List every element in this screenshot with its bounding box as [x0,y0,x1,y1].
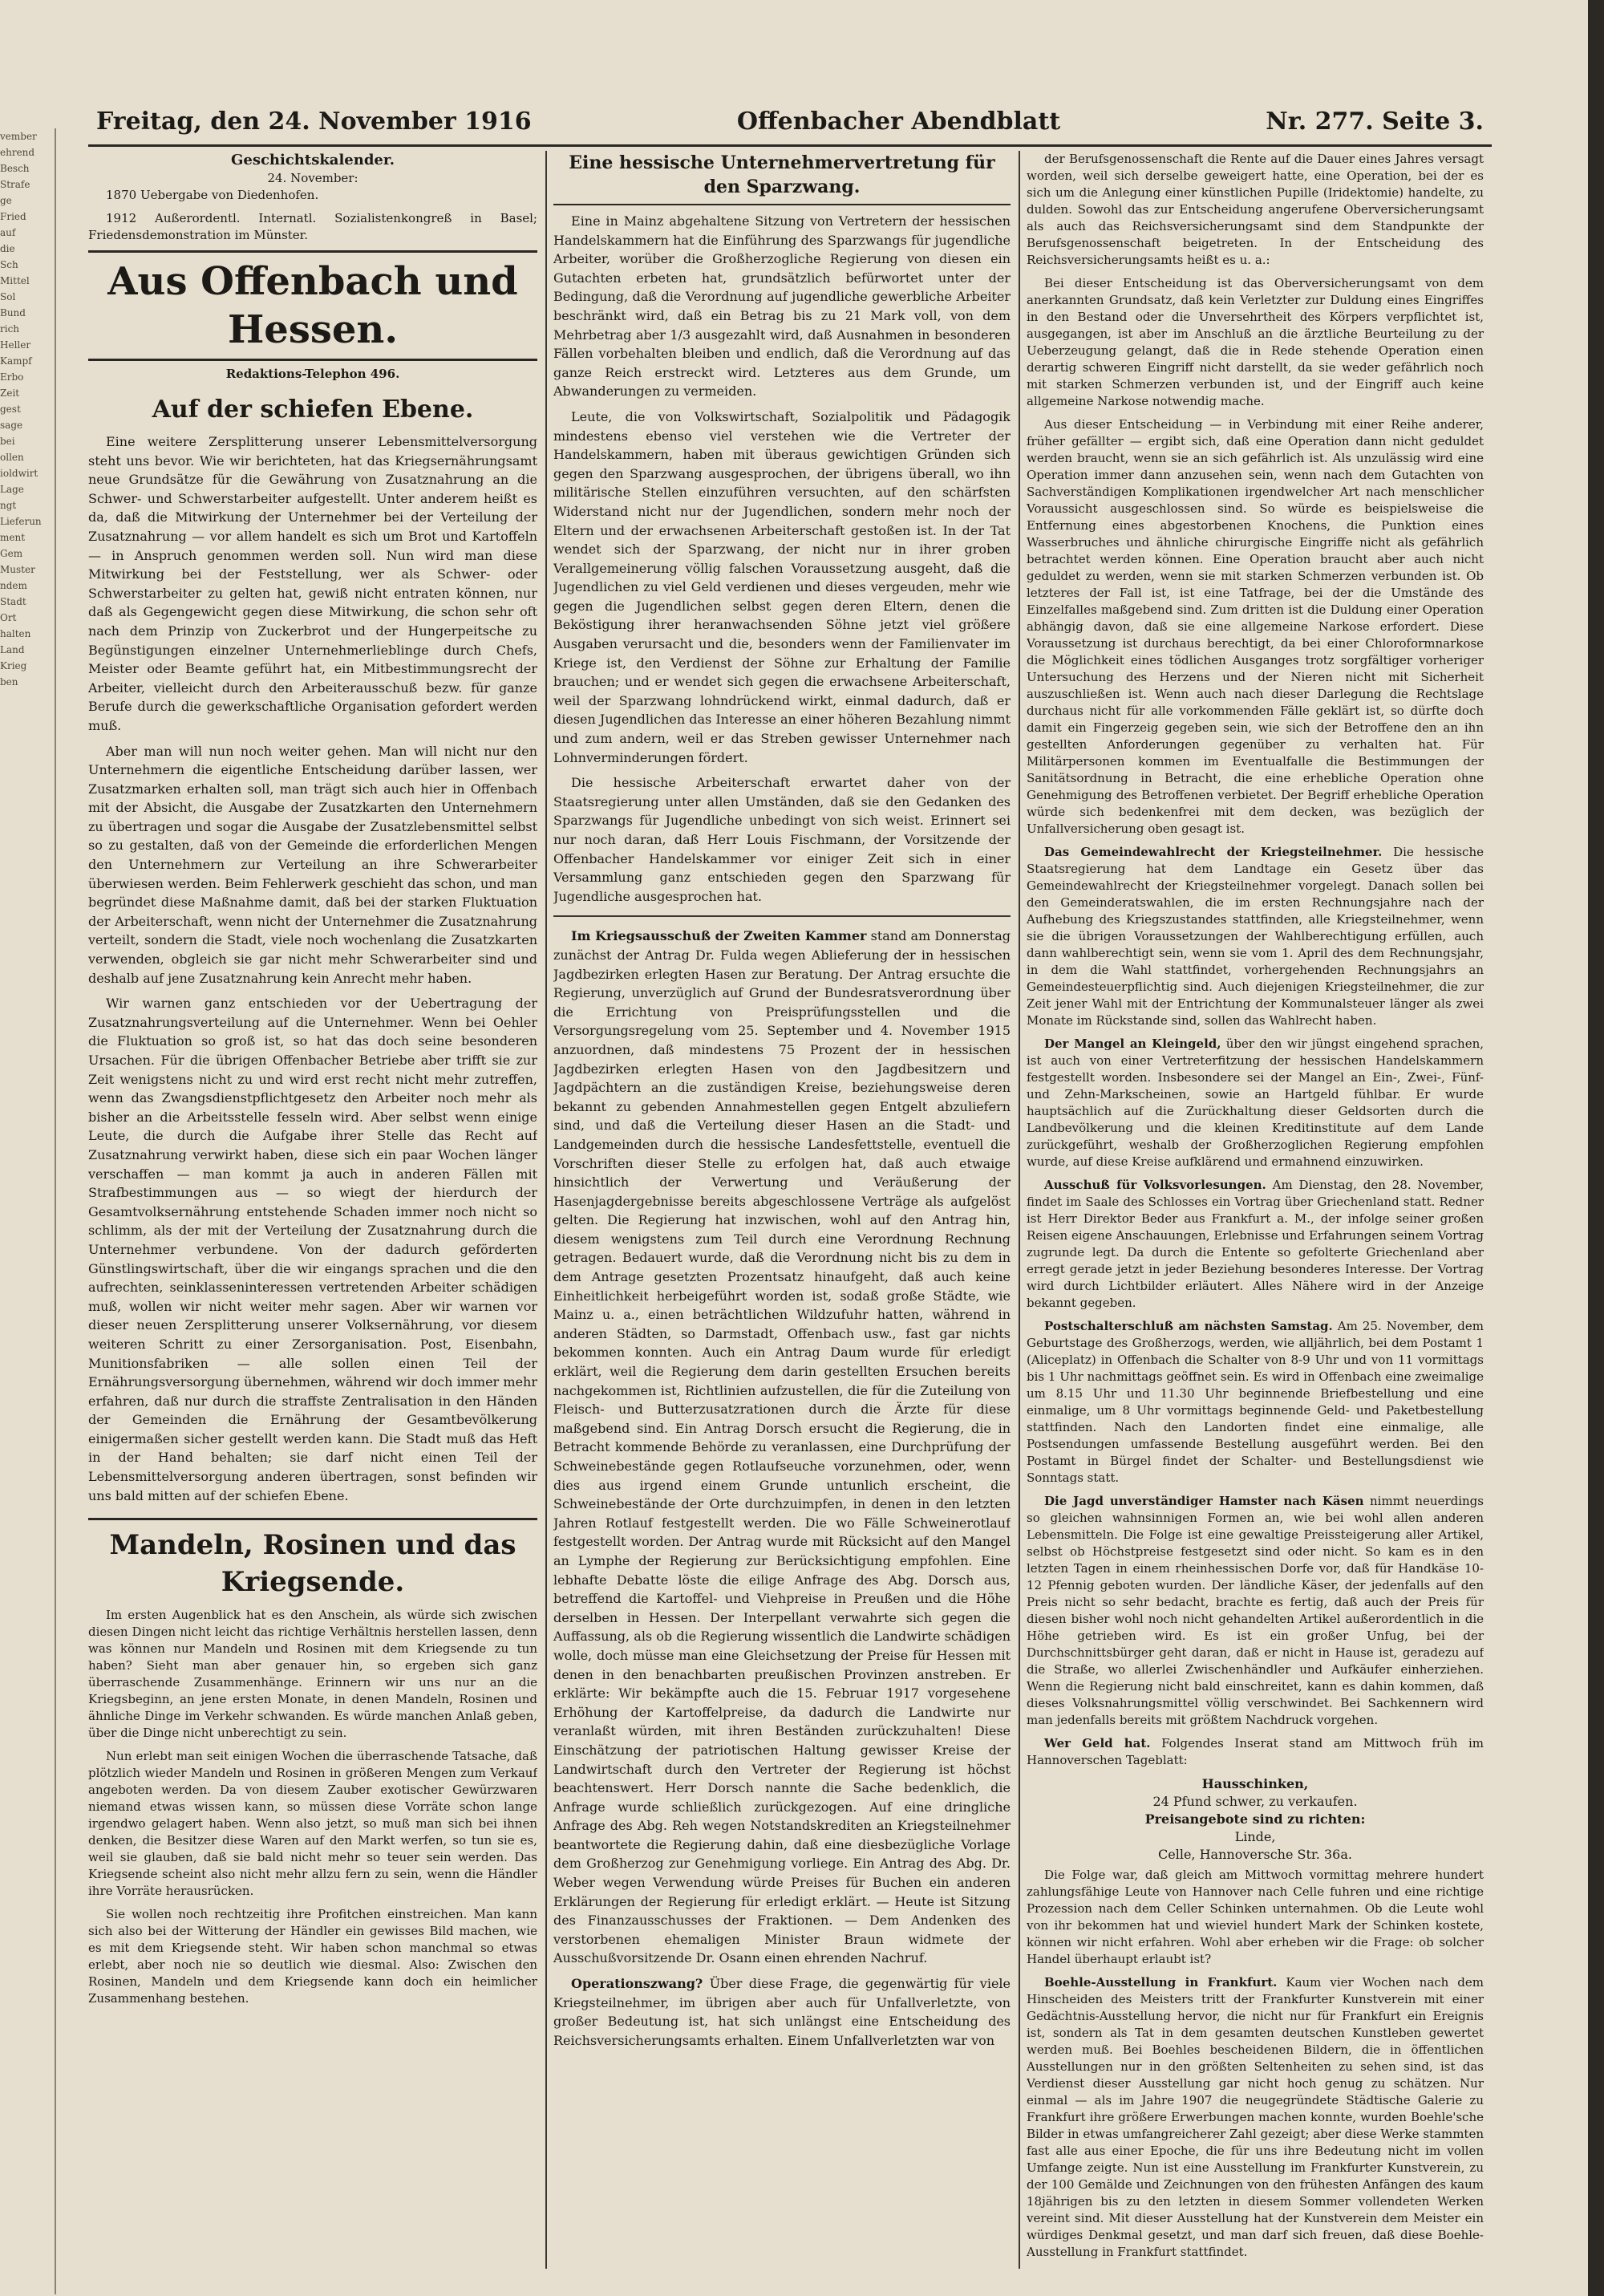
article-title: Auf der schiefen Ebene. [152,396,474,424]
header-issue: Nr. 277. Seite 3. [1266,107,1484,136]
redaktion-telephone: Redaktions-Telephon 496. [225,367,400,381]
article-paragraph: Aus dieser Entscheidung — in Verbindung mit einer Reihe anderer, früher gefällter — ergibt sich, daß eine Operation dann nicht geduldet werden braucht, wenn sie an sich gefährlich ist. Als unzulässig wird eine Operation immer dann anzusehen sein, wenn nach dem Gutachten von Sachverständigen Komplikationen irgendwelcher Art nach menschlicher Voraussicht ausgeschlossen sind. So würde es beispielsweise die Entfernung eines abgestorbenen Knochens, die Punktion eines Wasserbruches und ähnliche chirurgische Eingriffe nicht als gefährlich betrachtet werden können. Eine Operation braucht aber auch nicht geduldet zu werden, wenn sie mit starken Schmerzen verbunden ist. Ob letzteres der Fall ist, ist eine Tatfrage, bei der die Umstände des Einzelfalles maßgebend sind. Zum dritten ist die Duldung einer Operation abhängig davon, daß sie eine allgemeine Narkose erfordert. Diese Voraussetzung ist durchaus berechtigt, da bei einer Chloroformnarkose die Möglichkeit eines tödlichen Ausganges trotz sorgfältiger vorheriger Untersuchung des Herzens und der Nieren nicht mit Sicherheit auszuschließen ist. Wenn auch nach dieser Darlegung die Rechtslage durchaus nicht für alle vorkommenden Fälle geklärt ist, so dürfte doch damit ein Fingerzeig gegeben sein, wie sich der Betroffene den an ihn gestellten Anforderungen gegenüber zu verhalten hat. Für Militärpersonen kommen im Eventualfalle die Bestimmungen der Sanitätsordnung in Betracht, die eine erhebliche Operation ohne Genehmigung des Betroffenen verbietet. Der Begriff erhebliche Operation würde sich bedenkenfrei mit dem decken, was bezüglich der Unfallversicherung oben gesagt ist. [1027,417,1484,836]
fragment-word: Heller [0,339,31,351]
fragment-word: ehrend [0,147,35,158]
fragment-word: ge [0,195,12,206]
article-lead: Ausschuß für Volksvorlesungen. [1044,1178,1266,1192]
article-paragraph: über den wir jüngst eingehend sprachen, ist auch von einer Vertreterfitzung der hessischen Handelskammern festgestellt worden. Insbesondere sei der Mangel an Ein-, Zwei-, Fünf- und Zehn-Markscheinen, sowie an Hartgeld fühlbar. Er wurde hauptsächlich auf die Zurückhaltung dieser Geldsorten durch die Landbevölkerung und die kleinen Kreditinstitute auf dem Lande zurückgeführt, weshalb der Großherzoglichen Regierung empfohlen wurde, auf diese Kreise aufklärend und ermahnend einzuwirken. [1027,1036,1484,1169]
article-paragraph: Die Folge war, daß gleich am Mittwoch vormittag mehrere hundert zahlungsfähige Leute von Hannover nach Celle fuhren und eine richtige Prozession nach dem Celler Schinken unternahmen. Ob die Leute wohl von ihr bekommen hat und wieviel hundert Mark der Schinken kostete, können wir nicht erfahren. Wohl aber erheben wir die Frage: ob solcher Handel überhaupt erlaubt ist? [1027,1868,1484,1966]
fragment-word: Erbo [0,371,24,383]
fragment-word: Gem [0,548,23,559]
fragment-word: Stadt [0,596,26,607]
article-paragraph: Am Dienstag, den 28. November, findet im Saale des Schlosses ein Vortrag über Griechenland statt. Redner ist Herr Direktor Beder aus Frankfurt a. M., der infolge seiner großen Reisen eigene Anschauungen, Erlebnisse und Erfahrungen seinem Vortrag zugrunde legt. Da durch die Entente so gefolterte Griechenland aber erregt gerade jetzt in jeder Beziehung besonderes Interesse. Der Vortrag wird durch Lichtbilder erläutert. Alles Nähere wird in der Anzeige bekannt gegeben. [1027,1178,1484,1310]
article-divider [553,915,1011,917]
column-2 [553,151,1011,2269]
fragment-word: gest [0,404,21,415]
article-paragraph: stand am Donnerstag zunächst der Antrag Dr. Fulda wegen Ablieferung der in hessischen Jagdbezirken erlegten Hasen zur Beratung. Der Antrag ersuchte die Regierung, unverzüglich auf Grund der Bundesratsverordnung über die Errichtung von Preisprüfungsstellen und die Versorgungsregelung vom 25. September und 4. November 1915 anzuordnen, daß mindestens 75 Prozent der in hessischen Jagdbezirken erlegten Hasen von den Jagdbesitzern und Jagdpächtern an die zuständigen Kreise, beziehungsweise deren bekannt zu gebenden Annahmestellen gegen Entgelt abzuliefern sind, und daß die Verteilung dieser Hasen an die Stadt- und Landgemeinden durch die hessische Landesfettstelle, eventuell die Vorschriften dieser Stelle zu erfolgen hat, daß auch etwaige hinsichtlich der Verwertung und Veräußerung der Hasenjagdergebnisse bereits abgeschlossene Verträge als aufgelöst gelten. Die Regierung hat inzwischen, wohl auf den Antrag hin, diesem wenigstens zum Teil durch eine Verordnung Rechnung getragen. Bedauert wurde, daß die Verordnung nicht bis zu dem in dem Antrage gesetzten Prozentsatz hinaufgeht, daß auch keine Einheitlichkeit herbeigeführt worden ist, sodaß große Städte, wie Mainz u. a., einen beträchtlichen Wildzufuhr hatten, während in anderen Städten, so Darmstadt, Offenbach usw., fast gar nichts bekommen konnten. Auch ein Antrag Daum wurde für erledigt erklärt, weil die Regierung dem darin gestellten Ersuchen bereits nachgekommen ist, Richtlinien aufzustellen, die für die Zuteilung von Fleisch- und Butterzusatzrationen durch die Ärzte für diese maßgebend sind. Ein Antrag Dorsch ersucht die Regierung, die in Betracht kommende Behörde zu veranlassen, eine Durchprüfung der Schweinebestände gegen Rotlaufseuche vorzunehmen, oder, wenn dies aus irgend einem Grunde untunlich erscheint, die Schweinebestände der Orte durchzuimpfen, in denen in den letzten Jahren Rotlauf festgestellt werden. Die wo Fälle Schweinerotlauf festgestellt worden. Der Antrag wurde mit Rücksicht auf den Mangel an Lymphe der Regierung zur Berücksichtigung empfohlen. Eine lebhafte Debatte löste die eilige Anfrage des Abg. Dorsch aus, betreffend die Kartoffel- und Viehpreise in Preußen und die Höhe derselben in Hessen. Der Interpellant verwahrte sich gegen die Auffassung, als ob die Regierung wissentlich die Landwirte schädigen wolle, doch müsse man eine Gleichsetzung der Preise für Hessen mit denen in den benachbarten preußischen Provinzen anstreben. Er erklärte: Wir bekämpfte auch die 15. Februar 1917 vorgesehene Erhöhung der Kartoffelpreise, da dadurch die Landwirte nur veranlaßt würden, mit ihren Beständen zurückzuhalten! Diese Einschätzung der patriotischen Haltung gewisser Kreise der Landwirtschaft durch den Vertreter der Regierung ist höchst beachtenswert. Herr Dorsch nannte die Sache bedenklich, die Anfrage wurde schließlich zurückgezogen. Auf eine dringliche Anfrage des Abg. Reh wegen Notstandskrediten an Kriegsteilnehmer beantwortete die Regierung dahin, daß eine diesbezügliche Vorlage dem Großherzog zur Genehmigung vorliege. Ein Antrag des Abg. Dr. Weber wegen Verwendung würde Preises für Buchen ein anderen Erklärungen der Regierung für erledigt erklärt. — Heute ist Sitzung des Finanzausschusses der Fraktionen. — Dem Andenken des verstorbenen ehemaligen Minister Braun widmete der Ausschußvorsitzende Dr. Osann einen ehrenden Nachruf. [553,928,1011,1966]
fragment-word: Lage [0,484,24,495]
article-paragraph: nimmt neuerdings so gleichen wahnsinnigen Formen an, wie bei wohl allen anderen Lebensmitteln. Die Folge ist eine gewaltige Preissteigerung aller Artikel, selbst ob Höchstpreise festgesetzt sind oder nicht. So kam es in den letzten Tagen in einem rheinhessischen Dorfe vor, daß für Handkäse 10-12 Pfennig geboten wurden. Der ländliche Käser, der jedenfalls auf den Preis nicht so sehr bedacht, brachte es fertig, daß auch der Preis für diesen bisher wohl noch nicht gehandelten Artikel außerordentlich in die Höhe getrieben wird. Es ist ein großer Unfug, bei der Durchschnittsbürger geht daran, daß er nicht in Hause ist, geradezu auf die Straße, wo allerlei Zwischenhändler und Aufkäufer einherziehen. Wenn die Regierung nicht bald einschreitet, kann es dahin kommen, daß dieses Volksnahrungsmittel völlig verschwindet. Bei Sachkennern wird man jedenfalls bereits mit größtem Nachdruck vorgehen. [1027,1494,1484,1727]
fragment-word: Muster [0,564,35,575]
article-lead: Die Jagd unverständiger Hamster nach Käsen [1044,1494,1364,1508]
fragment-word: sage [0,420,23,431]
kalender-entry: 1912 Außerordentl. Internatl. Sozialistenkongreß in Basel; Friedensdemonstration im Münster. [88,211,537,242]
article-paragraph: Leute, die von Volkswirtschaft, Sozialpolitik und Pädagogik mindestens ebenso viel verstehen wie die Vertreter der Handelskammern, haben mit überaus gewichtigen Gründen sich gegen den Sparzwang ausgesprochen, der übrigens überall, wo ihn militärische Stellen einzuführen versuchten, auf den schärfsten Widerstand nicht nur der Jugendlichen, sondern mehr noch der Eltern und der erwachsenen Arbeiterschaft gestoßen ist. In der Tat wendet sich der Sparzwang, der nicht nur in ihrer groben Verallgemeinerung völlig falschen Voraussetzung ausgeht, daß die Jugendlichen zu viel Geld verdienen und dieses vergeuden, mehr wie gegen die Jugendlichen selbst gegen deren Eltern, denen die Beköstigung ihrer heranwachsenden Söhne jetzt viel größere Ausgaben verursacht und die, besonders wenn der Familienvater im Kriege ist, den Verdienst der Söhne zur Erhaltung der Familie brauchen; und er wendet sich gegen die erwachsene Arbeiterschaft, weil der Sparzwang lohndrückend wirkt, einmal dadurch, daß er diesen Jugendlichen das Interesse an einer höheren Bezahlung nimmt und zum andern, weil er das Streben gewisser Unternehmer nach Lohnverminderungen fördert. [553,408,1011,765]
article-paragraph: Eine weitere Zersplitterung unserer Lebensmittelversorgung steht uns bevor. Wie wir berichteten, hat das Kriegsernährungsamt neue Grundsätze für die Gewährung von Zusatznahrung an die Schwer- und Schwerstarbeiter aufgestellt. Unter anderem heißt es da, daß die Mitwirkung der Unternehmer bei der Verteilung der Zusatznahrung — vor allem handelt es sich um Brot und Kartoffeln — in Anspruch genommen werden soll. Nun wird man diese Mitwirkung bei der Feststellung, wer als Schwer- oder Schwerstarbeiter zu gelten hat, gewiß nicht entraten können, nur daß als Gegengewicht gegen diese Mitwirkung, die schon sehr oft nach dem Prinzip von Zuckerbrot und der Hungerpeitsche zu Begünstigungen einzelner Unternehmerlieblinge durch Chefs, Meister oder Beamte geführt hat, ein Mitbestimmungsrecht der Arbeiter, vielleicht durch den Arbeiterausschuß bezw. für ganze Berufe durch die gewerkschaftliche Organisation gefordert werden muß. [88,434,537,733]
ad-line: Linde, [1234,1829,1276,1844]
advertisement-quote [1027,1775,1484,1864]
article-lead: Das Gemeindewahlrecht der Kriegsteilnehmer. [1044,845,1383,859]
fragment-word: Ort [0,612,17,623]
header-rule [88,144,1492,147]
ad-line: Preisangebote sind zu richten: [1144,1811,1366,1827]
fragment-word: auf [0,227,16,238]
fragment-word: ben [0,676,18,688]
article-paragraph: Am 25. November, dem Geburtstage des Großherzogs, werden, wie alljährlich, bei dem Postamt 1 (Aliceplatz) in Offenbach die Schalter von 8-9 Uhr und von 11 vormittags bis 1 Uhr nachmittags geöffnet sein. Es wird in Offenbach eine zweimalige um 8.15 Uhr und 11.30 Uhr beginnende Briefbestellung und eine einmalige, um 8 Uhr vormittags beginnende Geld- und Paketbestellung stattfinden. Nach den Landorten findet eine einmalige, alle Postsendungen umfassende Bestellung ausgeführt werden. Bei den Postamt in Bürgel findet der Schalter- und Bestellungsdienst wie Sonntags statt. [1027,1319,1484,1485]
article-paragraph: Eine in Mainz abgehaltene Sitzung von Vertretern der hessischen Handelskammern hat die Einführung des Sparzwangs für jugendliche Arbeiter, worüber die Großherzogliche Regierung von diesen ein Gutachten erbeten hat, grundsätzlich befürwortet unter der Bedingung, daß die Verordnung auf jugendliche gewerbliche Arbeiter beschränkt wird, daß ein Betrag bis zu 21 Mark voll, von dem Mehrbetrag aber 1/3 ausgezahlt wird, daß Ausnahmen in besonderen Fällen vorbehalten bleiben und endlich, daß die Verordnung auf das ganze Reich erstreckt wird. Letzteres aus dem Grunde, um Abwanderungen zu vermeiden. [553,213,1011,400]
article-paragraph: Aber man will nun noch weiter gehen. Man will nicht nur den Unternehmern die eigentliche Entscheidung darüber lassen, wer Zusatzmarken erhalten soll, man trägt sich auch hier in Offenbach mit der Absicht, die Ausgabe der Zusatzkarten den Unternehmern zu übertragen und sogar die Ausgabe der Zusatzlebensmittel selbst so zu gestalten, daß von der Gemeinde die erforderlichen Mengen den Unternehmern zur Verteilung an ihre Schwerarbeiter überwiesen werden. Beim Fehlerwerk geschieht das schon, und man begründet diese Maßnahme damit, daß bei der starken Fluktuation der Arbeiterschaft, wenn nicht der Unternehmer die Zusatznahrung verteilt, sondern die Stadt, viele noch wochenlang die Zusatzkarten verwenden, obgleich sie gar nicht mehr Schwerarbeiter sind und deshalb auf jene Zusatznahrung kein Anrecht mehr haben. [88,743,537,986]
article-paragraph: Kaum vier Wochen nach dem Hinscheiden des Meisters tritt der Frankfurter Kunstverein mit einer Gedächtnis-Ausstellung hervor, die nicht nur für Frankfurt ein Ereignis ist, sondern als Tat in dem gesamten deutschen Kunstleben gewertet werden muß. Bei Boehles bescheidenen Bildern, die in öffentlichen Ausstellungen nur in den größten Seltenheiten zu sehen sind, ist das Verdienst dieser Ausstellung gar nicht hoch genug zu schätzen. Nur einmal — als im Jahre 1907 die neugegründete Städtische Galerie zu Frankfurt ihre größere Erwerbungen machen konnte, wurden Boehle'sche Bilder in etwas umfangreicherer Zahl gezeigt; aber diese Werke stammten fast alle aus einer Epoche, die für uns ihre Bedeutung nicht im vollen Umfange zeigte. Nun ist eine Ausstellung im Frankfurter Kunstverein, zu der 100 Gemälde und Zeichnungen von den frühesten Anfängen des kaum 18jährigen bis zu den letzten in diesem Sommer vollendeten Werken vereint sind. Mit dieser Ausstellung hat der Kunstverein dem Meister ein würdiges Denkmal gesetzt, und man darf sich freuen, daß diese Boehle-Ausstellung in Frankfurt stattfindet. [1027,1975,1484,2259]
article-paragraph: Im ersten Augenblick hat es den Anschein, als würde sich zwischen diesen Dingen nicht leicht das richtige Verhältnis herstellen lassen, denn was können nur Mandeln und Rosinen mit dem Kriegsende zu tun haben? Sieht man aber genauer hin, so ergeben sich ganz überraschende Zusammenhänge. Erinnern wir uns nur an die Kriegsbeginn, an jene ersten Monate, in denen Mandeln, Rosinen und ähnliche Dinge im Verkehr schwanden. Es würde manchen Anlaß geben, über die Dinge nicht unberechtigt zu sein. [88,1608,537,1741]
kalender-date: 24. November: [267,171,358,185]
ressort-title: Aus Offenbach und Hessen. [88,250,537,361]
fragment-word: Mittel [0,275,30,286]
article-paragraph: Die hessische Staatsregierung hat dem Landtage ein Gesetz über das Gemeindewahlrecht der Kriegsteilnehmer vorgelegt. Danach sollen bei den Gemeinderatswahlen, die im ersten Rechnungsjahre nach der Aufhebung des Kriegszustandes stattfinden, alle Kriegsteilnehmer, wenn sie die übrigen Voraussetzungen der Wahlberechtigung erfüllen, auch dann wahlberechtigt sein, wenn sie vom 1. April des dem Rechnungsjahr, in dem die Wahl stattfindet, vorhergehenden Rechnungsjahrs an Gemeindesteuerpflichtig sind. Auch diejenigen Kriegsteilnehmer, die zur Zeit jener Wahl mit der Entrichtung der Kommunalsteuer länger als zwei Monate im Rückstande sind, sollen das Wahlrecht haben. [1027,845,1484,1028]
kalender-title: Geschichtskalender. [231,152,395,168]
fragment-word: vember [0,131,37,142]
article-lead: Der Mangel an Kleingeld, [1044,1036,1221,1051]
article-paragraph: Bei dieser Entscheidung ist das Oberversicherungsamt von dem anerkannten Grundsatz, daß kein Verletzter zur Duldung eines Eingriffes in den Bestand oder die Unversehrtheit des Körpers verpflichtet ist, ausgegangen, ist aber im Anschluß an die ärztliche Beurteilung zu der Ueberzeugung gelangt, daß die in Rede stehende Operation einen derartig schweren Eingriff nicht darstellt, da sie weder gefährlich noch mit starken Schmerzen verbunden ist, und der Eingriff auch keine allgemeine Narkose notwendig mache. [1027,276,1484,408]
fragment-word: Sol [0,291,16,302]
article-paragraph: Über diese Frage, die gegenwärtig für viele Kriegsteilnehmer, im übrigen aber auch für Unfallverletzte, von großer Bedeutung ist, hat sich unlängst eine Entscheidung des Reichsversicherungsamts erhalten. Einem Unfallverletzten war von [553,1976,1011,2048]
ad-line: Celle, Hannoversche Str. 36a. [1158,1847,1352,1862]
binding-spine [1588,0,1604,2296]
fragment-word: Zeit [0,387,20,399]
fragment-word: halten [0,628,31,639]
ad-line: 24 Pfund schwer, zu verkaufen. [1152,1794,1358,1809]
column-divider [545,151,547,2269]
column-3 [1027,151,1484,2269]
fragment-word: ngt [0,500,17,511]
fragment-word: rich [0,323,20,335]
fragment-word: Strafe [0,179,30,190]
fragment-word: ndem [0,580,27,591]
fragment-word: Fried [0,211,26,222]
fragment-word: ment [0,532,26,543]
header-paper-name: Offenbacher Abendblatt [736,107,1061,136]
fragment-word: Lieferun [0,516,42,527]
article-paragraph: Nun erlebt man seit einigen Wochen die überraschende Tatsache, daß plötzlich wieder Mandeln und Rosinen in größeren Mengen zum Verkauf angeboten werden. Da von diesem Zauber exotischer Gewürzwaren niemand etwas wissen kann, so müssen diese Vorräte schon lange irgendwo gelagert haben. Wenn also jetzt, so muß man sich bei ihnen denken, die Besitzer diese Waren auf den Markt werfen, so tun sie es, weil sie glauben, daß sie bald nicht mehr so teuer sein werden. Das Kriegsende scheint also nicht mehr allzu fern zu sein, wenn die Händler ihre Vorräte herausrücken. [88,1749,537,1899]
article-title: Eine hessische Unternehmervertretung für den Sparzwang. [553,151,1011,205]
fragment-word: Sch [0,259,18,270]
kalender-entry: 1870 Uebergabe von Diedenhofen. [106,188,319,202]
fragment-word: Land [0,644,25,655]
article-lead: Im Kriegsausschuß der Zweiten Kammer [571,928,867,944]
article-lead: Postschalterschluß am nächsten Samstag. [1044,1319,1333,1333]
article-paragraph: Sie wollen noch rechtzeitig ihre Profitchen einstreichen. Man kann sich also bei der Witterung der Händler ein gewisses Bild machen, wie es mit dem Kriegsende steht. Wir haben schon manchmal so etwas erlebt, aber noch nie so deutlich wie diesmal. Also: Zwischen den Rosinen, Mandeln und dem Kriegsende kann doch ein heimlicher Zusammenhang bestehen. [88,1907,537,2006]
article-paragraph: der Berufsgenossenschaft die Rente auf die Dauer eines Jahres versagt worden, weil sich derselbe geweigert hatte, eine Operation, bei der es sich um die Anlegung einer künstlichen Pupille (Iridektomie) handelte, zu dulden. Sowohl das zur Entscheidung angerufene Oberversicherungsamt als auch das Reichsversicherungsamt sind dem Standpunkte der Berufsgenossenschaft beigetreten. In der Entscheidung des Reichsversicherungsamts heißt es u. a.: [1027,152,1484,267]
article-lead: Operationszwang? [571,1976,703,1992]
fragment-word: Krieg [0,660,27,671]
page-header [96,103,1484,140]
article-title: Mandeln, Rosinen und das Kriegsende. [88,1518,537,1600]
previous-page-fragment [0,128,56,2294]
ad-line: Hausschinken, [1201,1776,1309,1791]
article-paragraph: Folgendes Inserat stand am Mittwoch früh im Hannoverschen Tageblatt: [1027,1736,1484,1767]
fragment-word: Kampf [0,355,32,367]
fragment-word: Besch [0,163,30,174]
column-divider [1019,151,1020,2269]
fragment-word: bei [0,436,15,447]
fragment-word: Bund [0,307,26,318]
fragment-word: ioldwirt [0,468,38,479]
article-lead: Wer Geld hat. [1044,1736,1151,1750]
column-1 [88,151,537,2269]
header-date: Freitag, den 24. November 1916 [96,107,532,136]
article-lead: Boehle-Ausstellung in Frankfurt. [1044,1975,1278,1990]
fragment-word: ollen [0,452,24,463]
article-paragraph: Wir warnen ganz entschieden vor der Uebertragung der Zusatznahrungsverteilung auf die Unternehmer. Wenn bei Oehler die Fluktuation so groß ist, so hat das doch seine besonderen Ursachen. Für die übrigen Offenbacher Betriebe aber trifft sie zur Zeit wenigstens nicht zu und wird erst recht nicht mehr zutreffen, wenn das Zwangsdienstpflichtgesetz den Arbeiter noch mehr als bisher an die Arbeitsstelle fesseln wird. Aber selbst wenn einige Leute, die durch die Aufgabe ihrer Stelle das Recht auf Zusatznahrung verwirkt haben, diese sich ein paar Wochen länger verschaffen — man kommt ja auch in anderen Fällen mit Strafbestimmungen aus — so wiegt der hierdurch der Gesamtvolksernährung entstehende Schaden immer noch nicht so schlimm, als der mit der Verteilung der Zusatznahrung durch die Unternehmer verbundene. Von der dadurch geförderten Günstlingswirtschaft, über die wir eingangs sprachen und die den aufrechten, seinklasseninteressen vertretenden Arbeiter schädigen muß, wollen wir nicht weiter mehr sagen. Aber wir warnen vor dieser neuen Zersplitterung unserer Volksernährung, vor diesem weiteren Schritt zu einer Zersorganisation. Post, Eisenbahn, Munitionsfabriken — alle sollen einen Teil der Ernährungsversorgung übernehmen, während wir doch immer mehr erfahren, daß nur durch die straffste Zentralisation in den Händen der Gemeinden die Ernährung der Gesamtbevölkerung einigermaßen sicher gestellt werden kann. Die Stadt muß das Heft in der Hand behalten; sie darf nicht einen Teil der Lebensmittelversorgung anderen übertragen, sonst befinden wir uns bald mitten auf der schiefen Ebene. [88,996,537,1503]
article-paragraph: Die hessische Arbeiterschaft erwartet daher von der Staatsregierung unter allen Umständen, daß sie den Gedanken des Sparzwangs für Jugendliche unbedingt von sich weist. Erinnert sei nur noch daran, daß Herr Louis Fischmann, der Vorsitzende der Offenbacher Handelskammer vor einiger Zeit sich in einer Versammlung ganz entschieden gegen den Sparzwang für Jugendliche ausgesprochen hat. [553,775,1011,904]
fragment-word: die [0,243,15,254]
